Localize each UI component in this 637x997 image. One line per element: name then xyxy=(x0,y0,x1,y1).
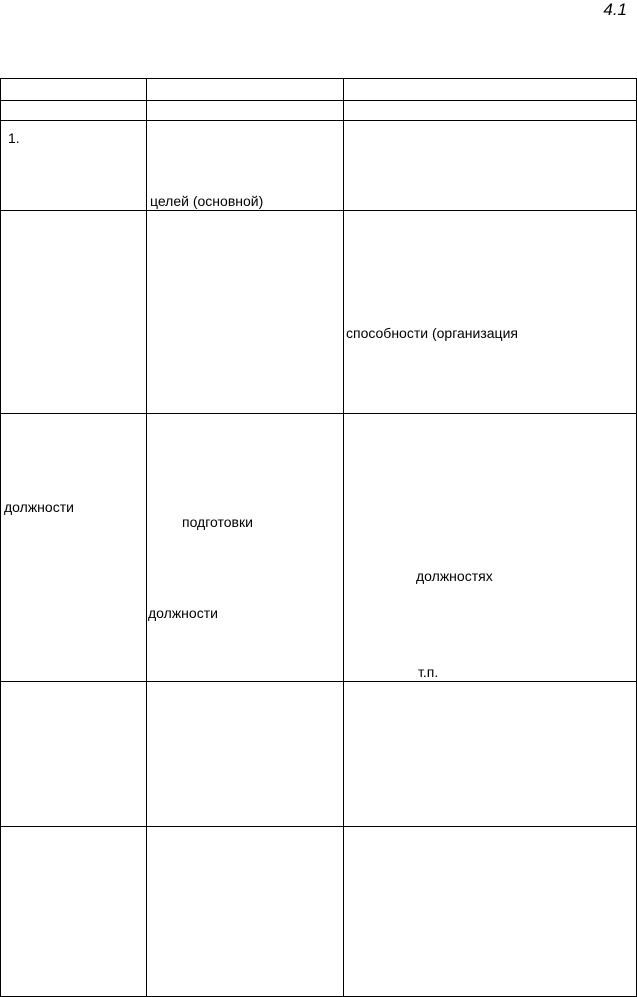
row2-col3-text: способности (организация xyxy=(346,325,518,341)
row3-col2-text-b: должности xyxy=(148,605,218,621)
row3-col1-text: должности xyxy=(4,499,74,515)
page-number: 4.1 xyxy=(603,0,627,19)
row3-col3-text-b: т.п. xyxy=(418,664,439,680)
row1-col1-text: 1. xyxy=(8,130,20,146)
row1-col2-text: целей (основной) xyxy=(150,193,264,209)
row3-col3-text-a: должностях xyxy=(416,568,493,584)
row3-col2-text-a: подготовки xyxy=(182,514,253,530)
